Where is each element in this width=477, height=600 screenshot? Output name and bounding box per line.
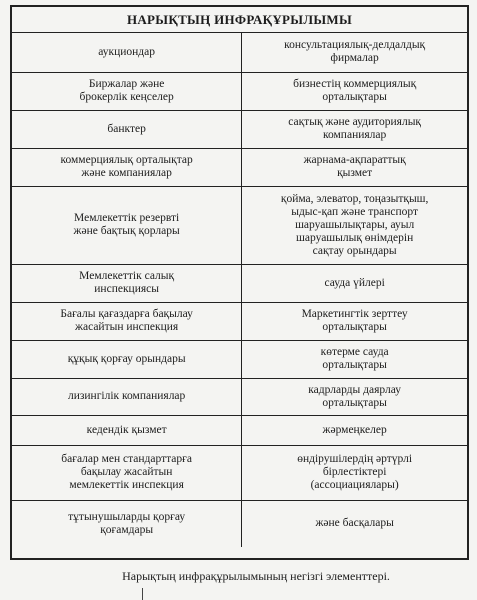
cell-text-line: және басқалары	[315, 517, 394, 530]
right-cell	[242, 72, 467, 110]
right-cell	[242, 148, 467, 186]
cell-text-line: лизингілік компаниялар	[67, 390, 186, 402]
cell-text-line: құқық қорғау орындары	[67, 352, 186, 365]
table-row	[12, 148, 467, 186]
cell-text-line: кадрларды даярлау	[308, 383, 401, 396]
cell-text-line: сақтау орындары	[312, 244, 397, 257]
caption-pointer-mark	[142, 588, 143, 600]
infrastructure-table-frame	[10, 5, 469, 560]
infrastructure-table	[12, 33, 467, 547]
table-row	[12, 110, 467, 148]
cell-text-line: орталықтары	[322, 91, 387, 103]
cell-text-line: Маркетингтік зерттеу	[301, 308, 408, 320]
cell-text-line: бірлестіктері	[322, 466, 387, 478]
cell-text-line: компаниялар	[323, 129, 387, 141]
right-cell	[242, 186, 467, 264]
cell-text-line: шаруашылық өнімдерін	[296, 231, 414, 244]
left-cell	[12, 500, 242, 547]
cell-text-line: бағалар мен стандарттарға	[61, 453, 192, 465]
cell-text-line: мемлекеттік инспекция	[69, 479, 184, 491]
cell-text-line: және компаниялар	[81, 167, 172, 179]
left-cell	[12, 445, 242, 500]
cell-text-line: тұтынушыларды қорғау	[68, 510, 186, 523]
cell-text-line: аукциондар	[98, 45, 156, 58]
left-cell	[12, 378, 242, 415]
cell-text-line: бизнестің коммерциялық	[293, 78, 417, 90]
cell-text-line: көтерме сауда	[320, 346, 389, 358]
cell-text-line: сақтық және аудиториялық	[288, 116, 422, 128]
cell-text-line: Биржалар және	[88, 78, 165, 90]
cell-text-line: фирмалар	[330, 52, 379, 65]
table-row	[12, 340, 467, 378]
cell-text-line: орталықтары	[322, 359, 387, 371]
cell-text-line: сауда үйлері	[324, 276, 385, 289]
cell-text-line: Мемлекеттік салық	[79, 270, 175, 282]
left-cell	[12, 340, 242, 378]
table-row	[12, 33, 467, 72]
cell-text-line: қойма, элеватор, тоңазытқыш,	[280, 192, 429, 205]
cell-text-line: орталықтары	[322, 396, 387, 409]
right-cell	[242, 33, 467, 72]
left-cell	[12, 110, 242, 148]
right-cell	[242, 378, 467, 415]
cell-text-line: қызмет	[337, 167, 373, 179]
cell-text-line: орталықтары	[322, 321, 387, 333]
table-row	[12, 302, 467, 340]
cell-text-line: коммерциялық орталықтар	[60, 154, 193, 166]
right-cell	[242, 445, 467, 500]
right-cell	[242, 110, 467, 148]
table-row	[12, 186, 467, 264]
cell-text-line: жәрмеңкелер	[322, 423, 387, 436]
right-cell	[242, 500, 467, 547]
table-row	[12, 445, 467, 500]
cell-text-line: Бағалы қағаздарға бақылау	[60, 308, 193, 320]
cell-text-line: кедендік қызмет	[86, 423, 167, 436]
right-cell	[242, 340, 467, 378]
table-row	[12, 264, 467, 302]
left-cell	[12, 302, 242, 340]
left-cell	[12, 264, 242, 302]
table-title: НАРЫҚТЫҢ ИНФРАҚҰРЫЛЫМЫ	[12, 7, 467, 33]
cell-text-line: жарнама-ақпараттық	[303, 154, 406, 166]
table-row	[12, 415, 467, 445]
left-cell	[12, 148, 242, 186]
cell-text-line: (ассоциациялары)	[310, 479, 399, 491]
cell-text-line: ыдыс-қап және транспорт	[291, 205, 419, 218]
left-cell	[12, 415, 242, 445]
cell-text-line: брокерлік кеңселер	[79, 91, 174, 103]
cell-text-line: инспекциясы	[94, 283, 159, 295]
left-cell	[12, 33, 242, 72]
right-cell	[242, 264, 467, 302]
figure-caption: Нарықтың инфрақұрылымының негізгі элементтері.	[122, 569, 390, 583]
left-cell	[12, 72, 242, 110]
right-cell	[242, 415, 467, 445]
cell-text-line: қоғамдары	[100, 523, 154, 536]
table-row	[12, 500, 467, 547]
cell-text-line: жасайтын инспекция	[75, 321, 179, 333]
cell-text-line: консультациялық-делдалдық	[284, 39, 426, 52]
cell-text-line: және бақтық қорлары	[73, 225, 180, 237]
cell-text-line: бақылау жасайтын	[80, 466, 173, 478]
right-cell	[242, 302, 467, 340]
cell-text-line: өндірушілердің әртүрлі	[297, 453, 413, 465]
cell-text-line: Мемлекеттік резервті	[74, 212, 180, 224]
cell-text-line: шаруашылықтары, ауыл	[295, 218, 415, 231]
cell-text-line: банктер	[107, 122, 146, 135]
left-cell	[12, 186, 242, 264]
table-row	[12, 72, 467, 110]
table-row	[12, 378, 467, 415]
